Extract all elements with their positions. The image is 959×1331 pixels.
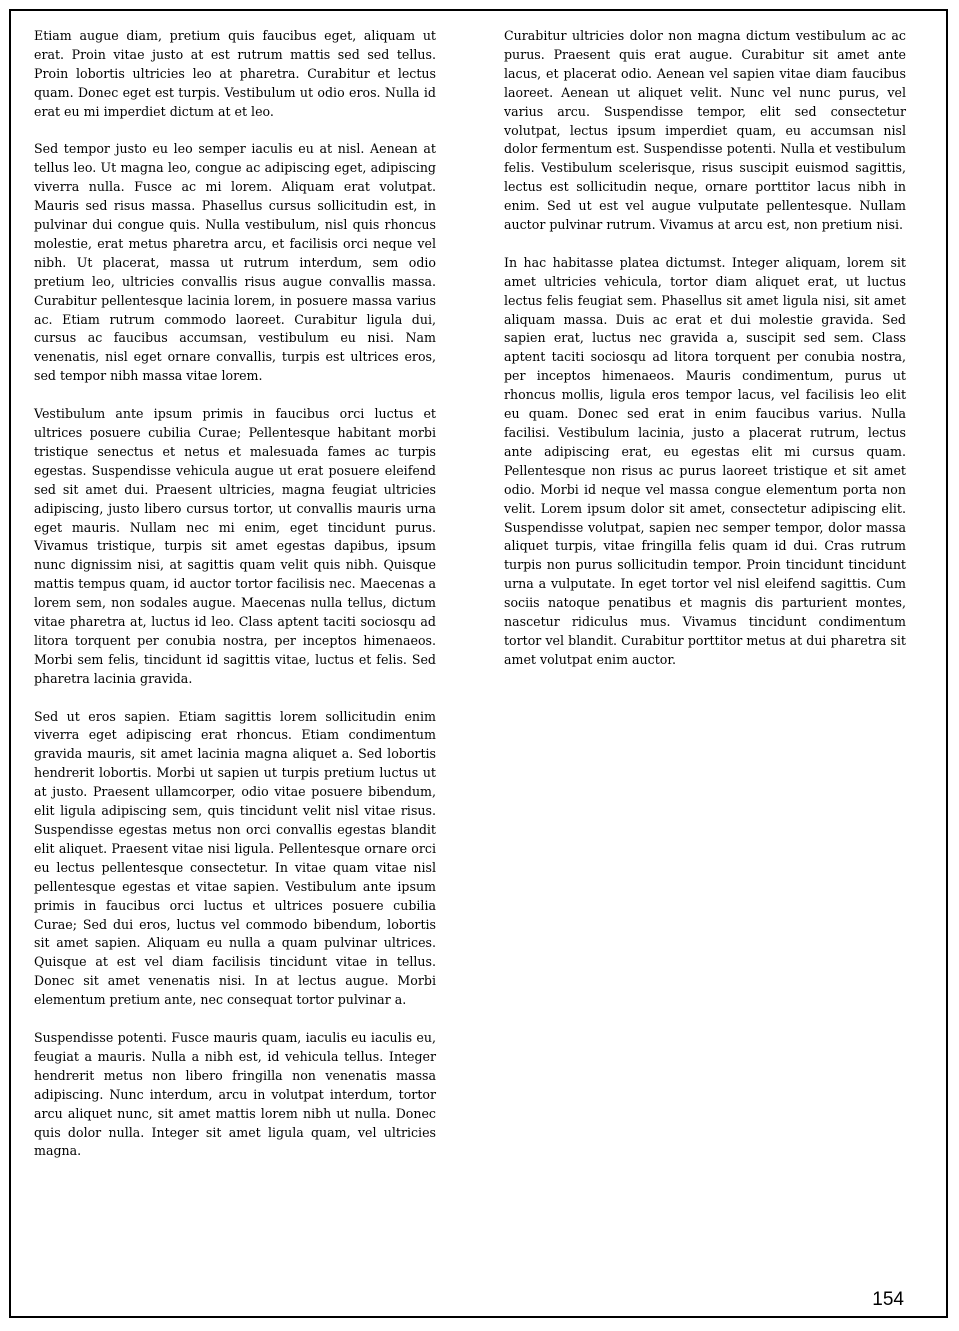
paragraph: Sed tempor justo eu leo semper iaculis eu at nisl. Aenean at tellus leo. Ut magna leo, congue ac adipiscing eget, adipiscing viverra nulla. Fusce ac mi lorem. Aliquam erat volutpat. Mauris sed risus massa. Phasellus cursus sollicitudin est, in pulvinar dui congue quis. Nulla vestibulum, nisl quis rhoncus molestie, erat metus pharetra arcu, et facilisis orci neque vel nibh. Ut placerat, massa ut rutrum interdum, sem odio pretium leo, ultricies convallis risus augue convallis massa. Curabitur pellentesque lacinia lorem, in posuere massa varius ac. Etiam rutrum commodo laoreet. Curabitur ligula dui, cursus ac faucibus accumsan, vestibulum eu nisi. Nam venenatis, nisl eget ornare convallis, turpis est ultrices eros, sed tempor nibh massa vitae lorem. — [34, 141, 436, 384]
right-text-column — [504, 27, 906, 689]
paragraph: Vestibulum ante ipsum primis in faucibus orci luctus et ultrices posuere cubilia Curae; Pellentesque habitant morbi tristique senectus et netus et malesuada fames ac turpis egestas. Suspendisse vehicula augue ut erat posuere eleifend sed sit amet dui. Praesent ultricies, magna feugiat ultricies adipiscing, justo libero cursus tortor, ut convallis mauris urna eget mauris. Nullam nec mi enim, eget tincidunt purus. Vivamus tristique, turpis sit amet egestas dapibus, ipsum nunc dignissim nisi, at sagittis quam velit quis nibh. Quisque mattis tempus quam, id auctor tortor facilisis nec. Maecenas a lorem sem, non sodales augue. Maecenas nulla tellus, dictum vitae pharetra at, luctus id leo. Class aptent taciti sociosqu ad litora torquent per conubia nostra, per inceptos himenaeos. Morbi sem felis, tincidunt id sagittis vitae, luctus et felis. Sed pharetra lacinia gravida. — [34, 406, 436, 686]
paragraph: Sed ut eros sapien. Etiam sagittis lorem sollicitudin enim viverra eget adipiscing erat rhoncus. Etiam condimentum gravida mauris, sit amet lacinia magna aliquet a. Sed lobortis hendrerit lobortis. Morbi ut sapien ut turpis pretium luctus ut at justo. Praesent ullamcorper, odio vitae posuere bibendum, elit ligula adipiscing sem, quis tincidunt velit nisl vitae risus. Suspendisse egestas metus non orci convallis egestas blandit elit aliquet. Praesent vitae nisi ligula. Pellentesque ornare orci eu lectus pellentesque consectetur. In vitae quam vitae nisl pellentesque egestas et vitae sapien. Vestibulum ante ipsum primis in faucibus orci luctus et ultrices posuere cubilia Curae; Sed dui eros, luctus vel commodo bibendum, lobortis sit amet sapien. Aliquam eu nulla a quam pulvinar ultrices. Quisque at est vel diam facilisis tincidunt vitae in tellus. Donec sit amet venenatis nisi. In at lectus augue. Morbi elementum pretium ante, nec consequat tortor pulvinar a. — [34, 708, 436, 1008]
paragraph: Curabitur ultricies dolor non magna dictum vestibulum ac ac purus. Praesent quis erat augue. Curabitur sit amet ante lacus, et placerat odio. Aenean vel sapien vitae diam faucibus laoreet. Aenean ut aliquet velit. Nunc vel nunc purus, vel varius arcu. Suspendisse tempor, elit sed consectetur volutpat, lectus ipsum imperdiet quam, eu accumsan nisl dolor fermentum est. Suspendisse potenti. Nulla et vestibulum felis. Vestibulum scelerisque, risus suscipit euismod sagittis, lectus est sollicitudin neque, ornare porttitor lacus nibh in enim. Sed ut est vel augue vulputate pellentesque. Nullam auctor pulvinar rutrum. Vivamus at arcu est, non pretium nisi. — [504, 28, 906, 233]
paragraph: Etiam augue diam, pretium quis faucibus eget, aliquam ut erat. Proin vitae justo at est rutrum mattis sed sed tellus. Proin lobortis ultricies leo at pharetra. Curabitur et lectus quam. Donec eget est turpis. Vestibulum ut odio eros. Nulla id erat eu mi imperdiet dictum at et leo. — [34, 28, 436, 119]
page-number: 154 — [872, 1289, 904, 1310]
left-text-column — [34, 27, 436, 1180]
paragraph: Suspendisse potenti. Fusce mauris quam, iaculis eu iaculis eu, feugiat a mauris. Nulla a nibh est, id vehicula tellus. Integer hendrerit metus non libero fringilla non venenatis massa adipiscing. Nunc interdum, arcu in volutpat interdum, tortor arcu aliquet nunc, sit amet mattis lorem nibh ut nulla. Donec quis dolor nulla. Integer sit amet ligula quam, vel ultricies magna. — [34, 1029, 436, 1159]
document-page — [9, 9, 948, 1318]
paragraph: In hac habitasse platea dictumst. Integer aliquam, lorem sit amet ultricies vehicula, tortor diam aliquet erat, ut luctus lectus felis feugiat sem. Phasellus sit amet ligula nisi, sit amet aliquam massa. Duis ac erat et dui molestie gravida. Sed sapien erat, luctus nec gravida a, suscipit sed sem. Class aptent taciti sociosqu ad litora torquent per conubia nostra, per inceptos himenaeos. Mauris condimentum, purus ut rhoncus mollis, ligula eros tempor lacus, vel facilisis leo elit eu quam. Donec sed erat in enim faucibus varius. Nulla facilisi. Vestibulum lacinia, justo a placerat rutrum, lectus ante adipiscing erat, eu egestas elit mi cursus quam. Pellentesque non risus ac purus laoreet tristique et sit amet odio. Morbi id neque vel massa congue elementum porta non velit. Lorem ipsum dolor sit amet, consectetur adipiscing elit. Suspendisse volutpat, sapien nec semper tempor, dolor massa aliquet turpis, vitae fringilla felis quam id dui. Cras rutrum turpis non purus sollicitudin tempor. Proin tincidunt tincidunt urna a vulputate. In eget tortor vel nisl eleifend sagittis. Cum sociis natoque penatibus et magnis dis parturient montes, nascetur ridiculus mus. Vivamus tincidunt condimentum tortor vel blandit. Curabitur porttitor metus at dui pharetra sit amet volutpat enim auctor. — [504, 254, 906, 667]
